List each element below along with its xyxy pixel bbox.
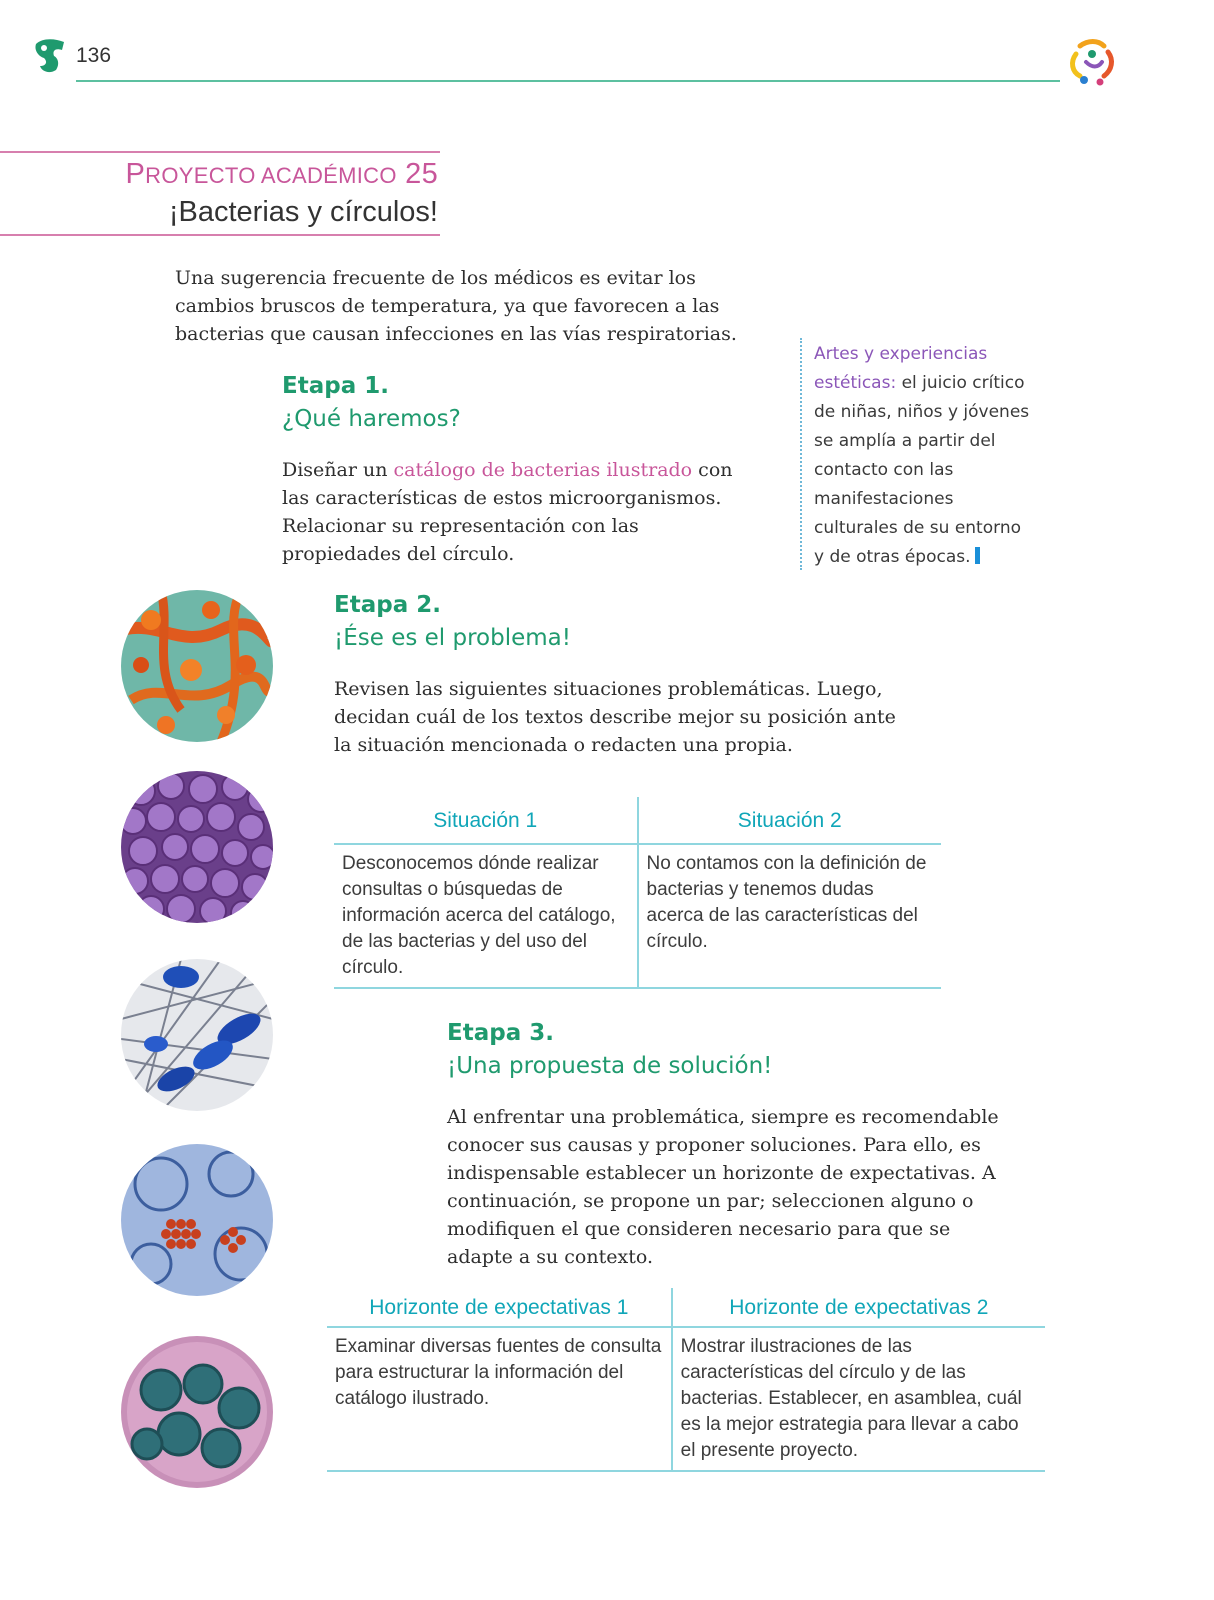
table-header-row	[334, 797, 941, 844]
sidebar-text: el juicio crítico de niñas, niños y jóvenes se amplía a partir del contacto con las manifestaciones culturales de su entorno y de otras épocas.	[814, 373, 1030, 567]
situation1-text: Desconocemos dónde realizar consultas o búsquedas de información acerca del catálogo, de las bacterias y del uso del círculo.	[334, 844, 638, 988]
expectations-table	[327, 1288, 1045, 1472]
project-title: ¡Bacterias y círculos!	[168, 196, 438, 228]
banner-top-rule	[0, 151, 440, 153]
table-row	[327, 1327, 1045, 1471]
etapa1-title: Etapa 1.	[282, 373, 389, 399]
bacteria-micrograph-cocci-cluster	[121, 1144, 273, 1296]
expectation1-header: Horizonte de expectativas 1	[327, 1288, 672, 1327]
bacteria-micrograph-teal-pink	[121, 1336, 273, 1488]
etapa1-body-end: con las características de estos microorganismos. Relacionar su representación con las propiedades del círculo.	[282, 459, 733, 565]
etapa2-title: Etapa 2.	[334, 592, 441, 618]
table-row	[334, 844, 941, 988]
sidebar-note	[814, 340, 1034, 572]
expectation2-header: Horizonte de expectativas 2	[672, 1288, 1045, 1327]
bacteria-micrograph-purple	[121, 771, 273, 923]
etapa3-body: Al enfrentar una problemática, siempre es recomendable conocer sus causas y proponer soluciones. Para ello, es indispensable establecer un horizonte de expectativas. A continuación, se propone un par; seleccionen alguno o modifiquen el que consideren necesario para que se adapte a su contexto.	[447, 1106, 999, 1268]
bacteria-micrograph-blue-rods	[121, 959, 273, 1111]
etapa1-body	[282, 456, 752, 568]
table-header-row	[327, 1288, 1045, 1327]
situation2-header: Situación 2	[638, 797, 942, 844]
nem-logo-icon	[1064, 32, 1120, 88]
project-label-rest: ROYECTO ACADÉMICO	[145, 163, 397, 188]
etapa3-title: Etapa 3.	[447, 1020, 554, 1046]
project-number: 25	[405, 158, 438, 190]
book-corner-icon	[30, 36, 70, 76]
page-number: 136	[76, 44, 112, 67]
sidebar-highlight: Artes y experiencias estéticas:	[814, 344, 988, 393]
banner-bottom-rule	[0, 234, 440, 236]
bacteria-micrograph-orange	[121, 590, 273, 742]
etapa1-subtitle: ¿Qué haremos?	[282, 406, 461, 432]
end-marker-icon	[975, 547, 980, 564]
etapa2-body: Revisen las siguientes situaciones problemáticas. Luego, decidan cuál de los textos describe mejor su posición ante la situación mencionada o redacten una propia.	[334, 678, 896, 756]
situation1-header: Situación 1	[334, 797, 638, 844]
expectation1-text: Examinar diversas fuentes de consulta para estructurar la información del catálogo ilustrado.	[327, 1327, 672, 1471]
header-rule	[76, 80, 1060, 82]
situations-table	[334, 797, 941, 989]
expectation2-text: Mostrar ilustraciones de las características del círculo y de las bacterias. Establecer, en asamblea, cuál es la mejor estrategia para llevar a cabo el presente proyecto.	[672, 1327, 1045, 1471]
project-label	[0, 158, 438, 191]
etapa3-subtitle: ¡Una propuesta de solución!	[447, 1053, 773, 1079]
project-label-initial: P	[125, 158, 146, 190]
sidebar-dotted-rule	[800, 338, 802, 570]
intro-paragraph: Una sugerencia frecuente de los médicos es evitar los cambios bruscos de temperatura, ya que favorecen a las bacterias que causan infecciones en las vías respiratorias.	[175, 267, 737, 345]
situation2-text: No contamos con la definición de bacterias y tenemos dudas acerca de las características del círculo.	[638, 844, 942, 988]
catalog-term-link: catálogo de bacterias ilustrado	[393, 459, 693, 481]
etapa2-subtitle: ¡Ése es el problema!	[334, 625, 571, 651]
etapa1-body-start: Diseñar un	[282, 459, 394, 481]
